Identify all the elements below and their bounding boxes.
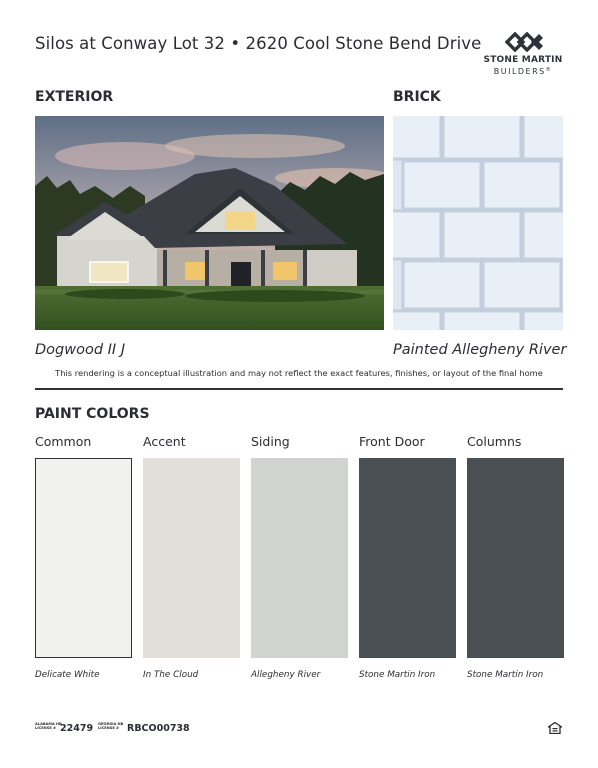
equal-housing-opportunity-icon — [548, 722, 562, 734]
license-label-alabama: ALABAMA HB LICENSE # — [35, 722, 62, 730]
swatch-label-front-door: Front Door — [359, 434, 425, 449]
color-swatch-common — [35, 458, 132, 658]
color-swatch-accent — [143, 458, 240, 658]
color-name-common: Delicate White — [35, 670, 100, 680]
license-number-alabama: 22479 — [60, 723, 94, 734]
plan-name: Dogwood II J — [35, 342, 126, 358]
brick-heading: BRICK — [393, 89, 441, 105]
exterior-heading: EXTERIOR — [35, 89, 114, 105]
color-swatch-siding — [251, 458, 348, 658]
disclaimer-text: This rendering is a conceptual illustration and may not reflect the exact features, finishes, or layout of the final home — [55, 368, 543, 378]
stone-martin-logo — [480, 30, 566, 82]
swatch-label-columns: Columns — [467, 434, 522, 449]
brick-name: Painted Allegheny River — [393, 342, 567, 358]
color-name-front-door: Stone Martin Iron — [359, 670, 436, 680]
color-swatch-columns — [467, 458, 564, 658]
color-swatch-front-door — [359, 458, 456, 658]
swatch-label-siding: Siding — [251, 434, 290, 449]
color-name-columns: Stone Martin Iron — [467, 670, 544, 680]
swatch-label-common: Common — [35, 434, 92, 449]
color-name-accent: In The Cloud — [143, 670, 199, 680]
logo-subword: BUILDERS® — [493, 67, 553, 76]
logo-wordmark: STONE MARTIN — [483, 55, 563, 65]
license-label-georgia: GEORGIA HB LICENSE # — [98, 722, 124, 730]
color-name-siding: Allegheny River — [251, 670, 321, 680]
diamond-chevron-logo-icon — [505, 32, 545, 52]
license-number-georgia: RBCO00738 — [127, 723, 190, 734]
paint-colors-heading: PAINT COLORS — [35, 406, 150, 422]
divider — [35, 388, 563, 390]
house-rendering — [35, 116, 384, 330]
painted-brick-texture — [393, 116, 563, 330]
page-title: Silos at Conway Lot 32 • 2620 Cool Stone Bend Drive — [35, 34, 482, 53]
swatch-label-accent: Accent — [143, 434, 186, 449]
